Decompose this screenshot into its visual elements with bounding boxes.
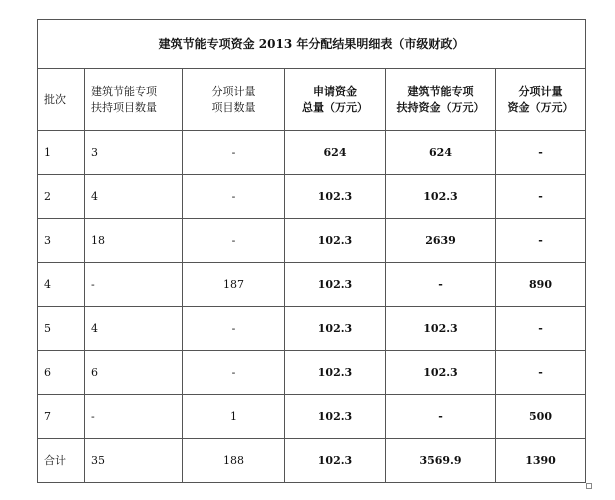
cell-building-support: 624 [386, 131, 496, 175]
cell-apply-total: 102.3 [285, 351, 386, 395]
cell-meter-funds: - [496, 131, 586, 175]
header-building-support-label: 建筑节能专项 扶持资金（万元） [396, 84, 485, 114]
cell-building-support: 2639 [386, 219, 496, 263]
header-apply-total [285, 69, 386, 131]
cell-apply-total: 102.3 [285, 395, 386, 439]
header-building-count-label: 建筑节能专项 扶持项目数量 [91, 84, 157, 114]
header-batch-label: 批次 [44, 92, 66, 106]
cell-meter-funds: 890 [496, 263, 586, 307]
table-row [38, 263, 586, 307]
cell-total-building-support: 3569.9 [386, 439, 496, 483]
cell-apply-total: 102.3 [285, 175, 386, 219]
table-row [38, 395, 586, 439]
cell-meter-count: - [183, 307, 285, 351]
cell-meter-count: - [183, 351, 285, 395]
cell-total-apply-total: 102.3 [285, 439, 386, 483]
cell-building-support: - [386, 263, 496, 307]
cell-batch: 7 [38, 395, 85, 439]
cell-meter-count: 187 [183, 263, 285, 307]
cell-apply-total: 102.3 [285, 307, 386, 351]
table-resize-handle-icon [586, 483, 592, 489]
table-row [38, 131, 586, 175]
cell-building-count: - [85, 263, 183, 307]
cell-meter-count: - [183, 131, 285, 175]
cell-batch: 5 [38, 307, 85, 351]
cell-meter-funds: - [496, 219, 586, 263]
cell-meter-funds: 500 [496, 395, 586, 439]
table-row [38, 219, 586, 263]
header-building-support [386, 69, 496, 131]
cell-building-support: - [386, 395, 496, 439]
table-title-row [38, 20, 586, 69]
table-row [38, 175, 586, 219]
cell-building-count: - [85, 395, 183, 439]
cell-total-building-count: 35 [85, 439, 183, 483]
cell-building-count: 6 [85, 351, 183, 395]
cell-batch: 6 [38, 351, 85, 395]
header-meter-funds [496, 69, 586, 131]
cell-total-meter-count: 188 [183, 439, 285, 483]
cell-meter-funds: - [496, 175, 586, 219]
cell-meter-count: - [183, 175, 285, 219]
cell-building-count: 4 [85, 175, 183, 219]
cell-building-count: 4 [85, 307, 183, 351]
allocation-table [37, 19, 586, 483]
cell-meter-count: 1 [183, 395, 285, 439]
header-meter-count [183, 69, 285, 131]
table-title: 建筑节能专项资金 2013 年分配结果明细表（市级财政） [38, 20, 586, 69]
cell-batch: 1 [38, 131, 85, 175]
table-row [38, 307, 586, 351]
table-total-row [38, 439, 586, 483]
cell-building-count: 3 [85, 131, 183, 175]
cell-batch: 3 [38, 219, 85, 263]
header-meter-count-label: 分项计量 项目数量 [211, 84, 256, 114]
cell-batch: 4 [38, 263, 85, 307]
cell-meter-funds: - [496, 351, 586, 395]
header-apply-total-label: 申请资金 总量（万元） [302, 84, 368, 114]
cell-batch: 2 [38, 175, 85, 219]
cell-meter-funds: - [496, 307, 586, 351]
header-meter-funds-label: 分项计量 资金（万元） [507, 84, 574, 114]
header-building-count [85, 69, 183, 131]
cell-apply-total: 102.3 [285, 219, 386, 263]
cell-building-support: 102.3 [386, 307, 496, 351]
table-header-row [38, 69, 586, 131]
cell-apply-total: 624 [285, 131, 386, 175]
cell-building-support: 102.3 [386, 351, 496, 395]
cell-building-support: 102.3 [386, 175, 496, 219]
cell-total-meter-funds: 1390 [496, 439, 586, 483]
cell-building-count: 18 [85, 219, 183, 263]
cell-apply-total: 102.3 [285, 263, 386, 307]
header-batch [38, 69, 85, 131]
allocation-table-container [37, 19, 585, 483]
table-row [38, 351, 586, 395]
cell-total-label: 合计 [38, 439, 85, 483]
cell-meter-count: - [183, 219, 285, 263]
